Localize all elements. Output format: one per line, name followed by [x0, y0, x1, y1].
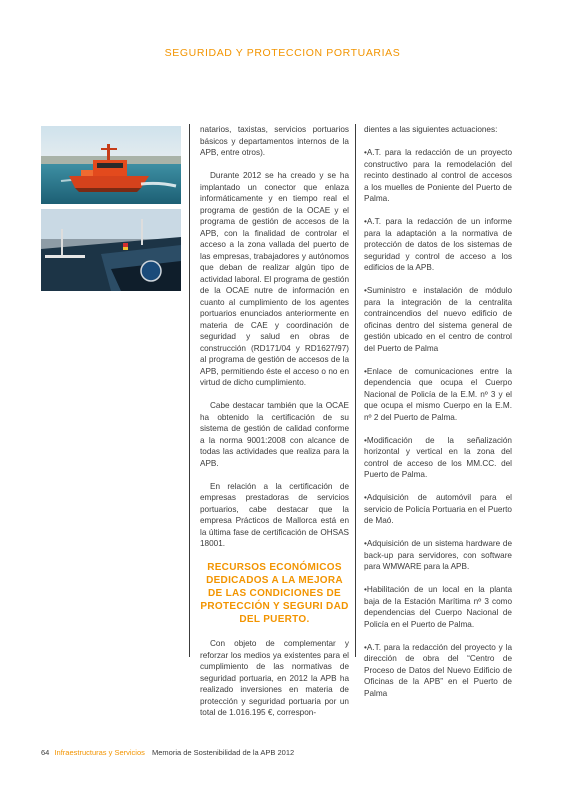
paragraph: Cabe destacar también que la OCAE ha obtenido la certificación de su sistema de gestión de calidad conforme a la norma 9001:2008 con alcance de todas las actividades que realiza para la APB.	[200, 401, 349, 468]
paragraph: dientes a las siguientes actuaciones:	[364, 125, 498, 134]
column-divider-left	[189, 124, 190, 657]
list-item: •A.T. para la redacción de un informe para la adaptación a la normativa de protección de datos de los sistemas de seguridad y control de acceso a los edificios de la APB.	[364, 217, 512, 272]
list-item: •Adquisición de automóvil para el servicio de Policía Portuaria en el Puerto de Maó.	[364, 493, 512, 525]
list-item: •Habilitación de un local en la planta baja de la Estación Marítima nº 3 como dependencias del Cuerpo Nacional de Policía en el Puerto de Palma.	[364, 585, 512, 629]
body-column-2	[364, 124, 512, 711]
list-item: •Adquisición de un sistema hardware de back-up para servidores, con software para WMWARE para la APB.	[364, 539, 512, 571]
page-footer	[41, 748, 294, 757]
footer-document-title: Memoria de Sostenibilidad de la APB 2012	[151, 748, 295, 757]
list-item: •Modificación de la señalización horizontal y vertical en la zona del control de acceso de los MM.CC. del Puerto de Palma.	[364, 435, 512, 479]
body-column-1	[200, 124, 349, 730]
paragraph: Durante 2012 se ha creado y se ha implantado un conector que enlaza informáticamente y en tiempo real el programa de gestión de la OCAE y el programa de gestión de accesos de la APB, con la finalidad de controlar el acceso a la zona vallada del puerto de las empresas, trabajadores y autónomos que deban de realizar algún tipo de actividad laboral. El programa de gestión de la OCAE nutre de información en cuanto al cumplimiento de los agentes portuarios enunciados anteriormente en materia de CAE y coordinación de seguridad y salud en obras de construcción (RD171/04 y RD1627/97) al programa de gestión de accesos de la APB, permitiendo éste el acceso o no en virtud de dicho cumplimiento.	[200, 171, 349, 387]
paragraph: natarios, taxistas, servicios portuarios básicos y departamentos internos de la APB, entre otros).	[200, 125, 349, 157]
list-item: •A.T. para la redacción del proyecto y la dirección de obra del “Centro de Proceso de Datos del Nuevo Edificio de Oficinas de la APB” en el Puerto de Palma	[364, 642, 512, 698]
page-header-title: SEGURIDAD Y PROTECCION PORTUARIAS	[164, 47, 401, 59]
footer-section-name: Infraestructuras y Servicios	[54, 748, 145, 757]
moored-patrol-boats-photo	[41, 209, 181, 291]
list-item: •Suministro e instalación de módulo para la integración de la centralita contraincendios del nuevo edificio de oficinas dentro del sistema general de gestión ubicado en el centro de control del Puerto de Palma	[364, 286, 512, 353]
paragraph: En relación a la certificación de empresas prestadoras de servicios portuarios, cabe destacar que la empresa Prácticos de Mallorca está en la última fase de certificación de OHSAS 18001.	[200, 481, 349, 548]
list-item: •A.T. para la redacción de un proyecto constructivo para la remodelación del recinto destinado al control de accesos a los muelles de Poniente del Puerto de Palma.	[364, 148, 512, 203]
page-number: 64	[41, 748, 50, 757]
section-subheading: RECURSOS ECONÓMICOS DEDICADOS A LA MEJORA DE LAS CONDICIONES DE PROTECCIÓN Y SEGURI DAD DEL PUERTO.	[200, 562, 349, 625]
column-divider-right	[355, 124, 356, 657]
paragraph: Con objeto de complementar y reforzar los medios ya existentes para el cumplimiento de las normativas de seguridad portuaria, en 2012 la APB ha realizado inversiones en materia de protección y seguridad portuaria por un total de 1.016.195 €, correspon-	[200, 639, 349, 717]
pilot-boat-photo	[41, 126, 181, 204]
list-item: •Enlace de comunicaciones entre la dependencia que ocupa el Cuerpo Nacional de Policía de la E.M. nº 3 y el que ocupa el mismo Cuerpo en la E.M. nº 2 del Puerto de Palma.	[364, 366, 512, 422]
